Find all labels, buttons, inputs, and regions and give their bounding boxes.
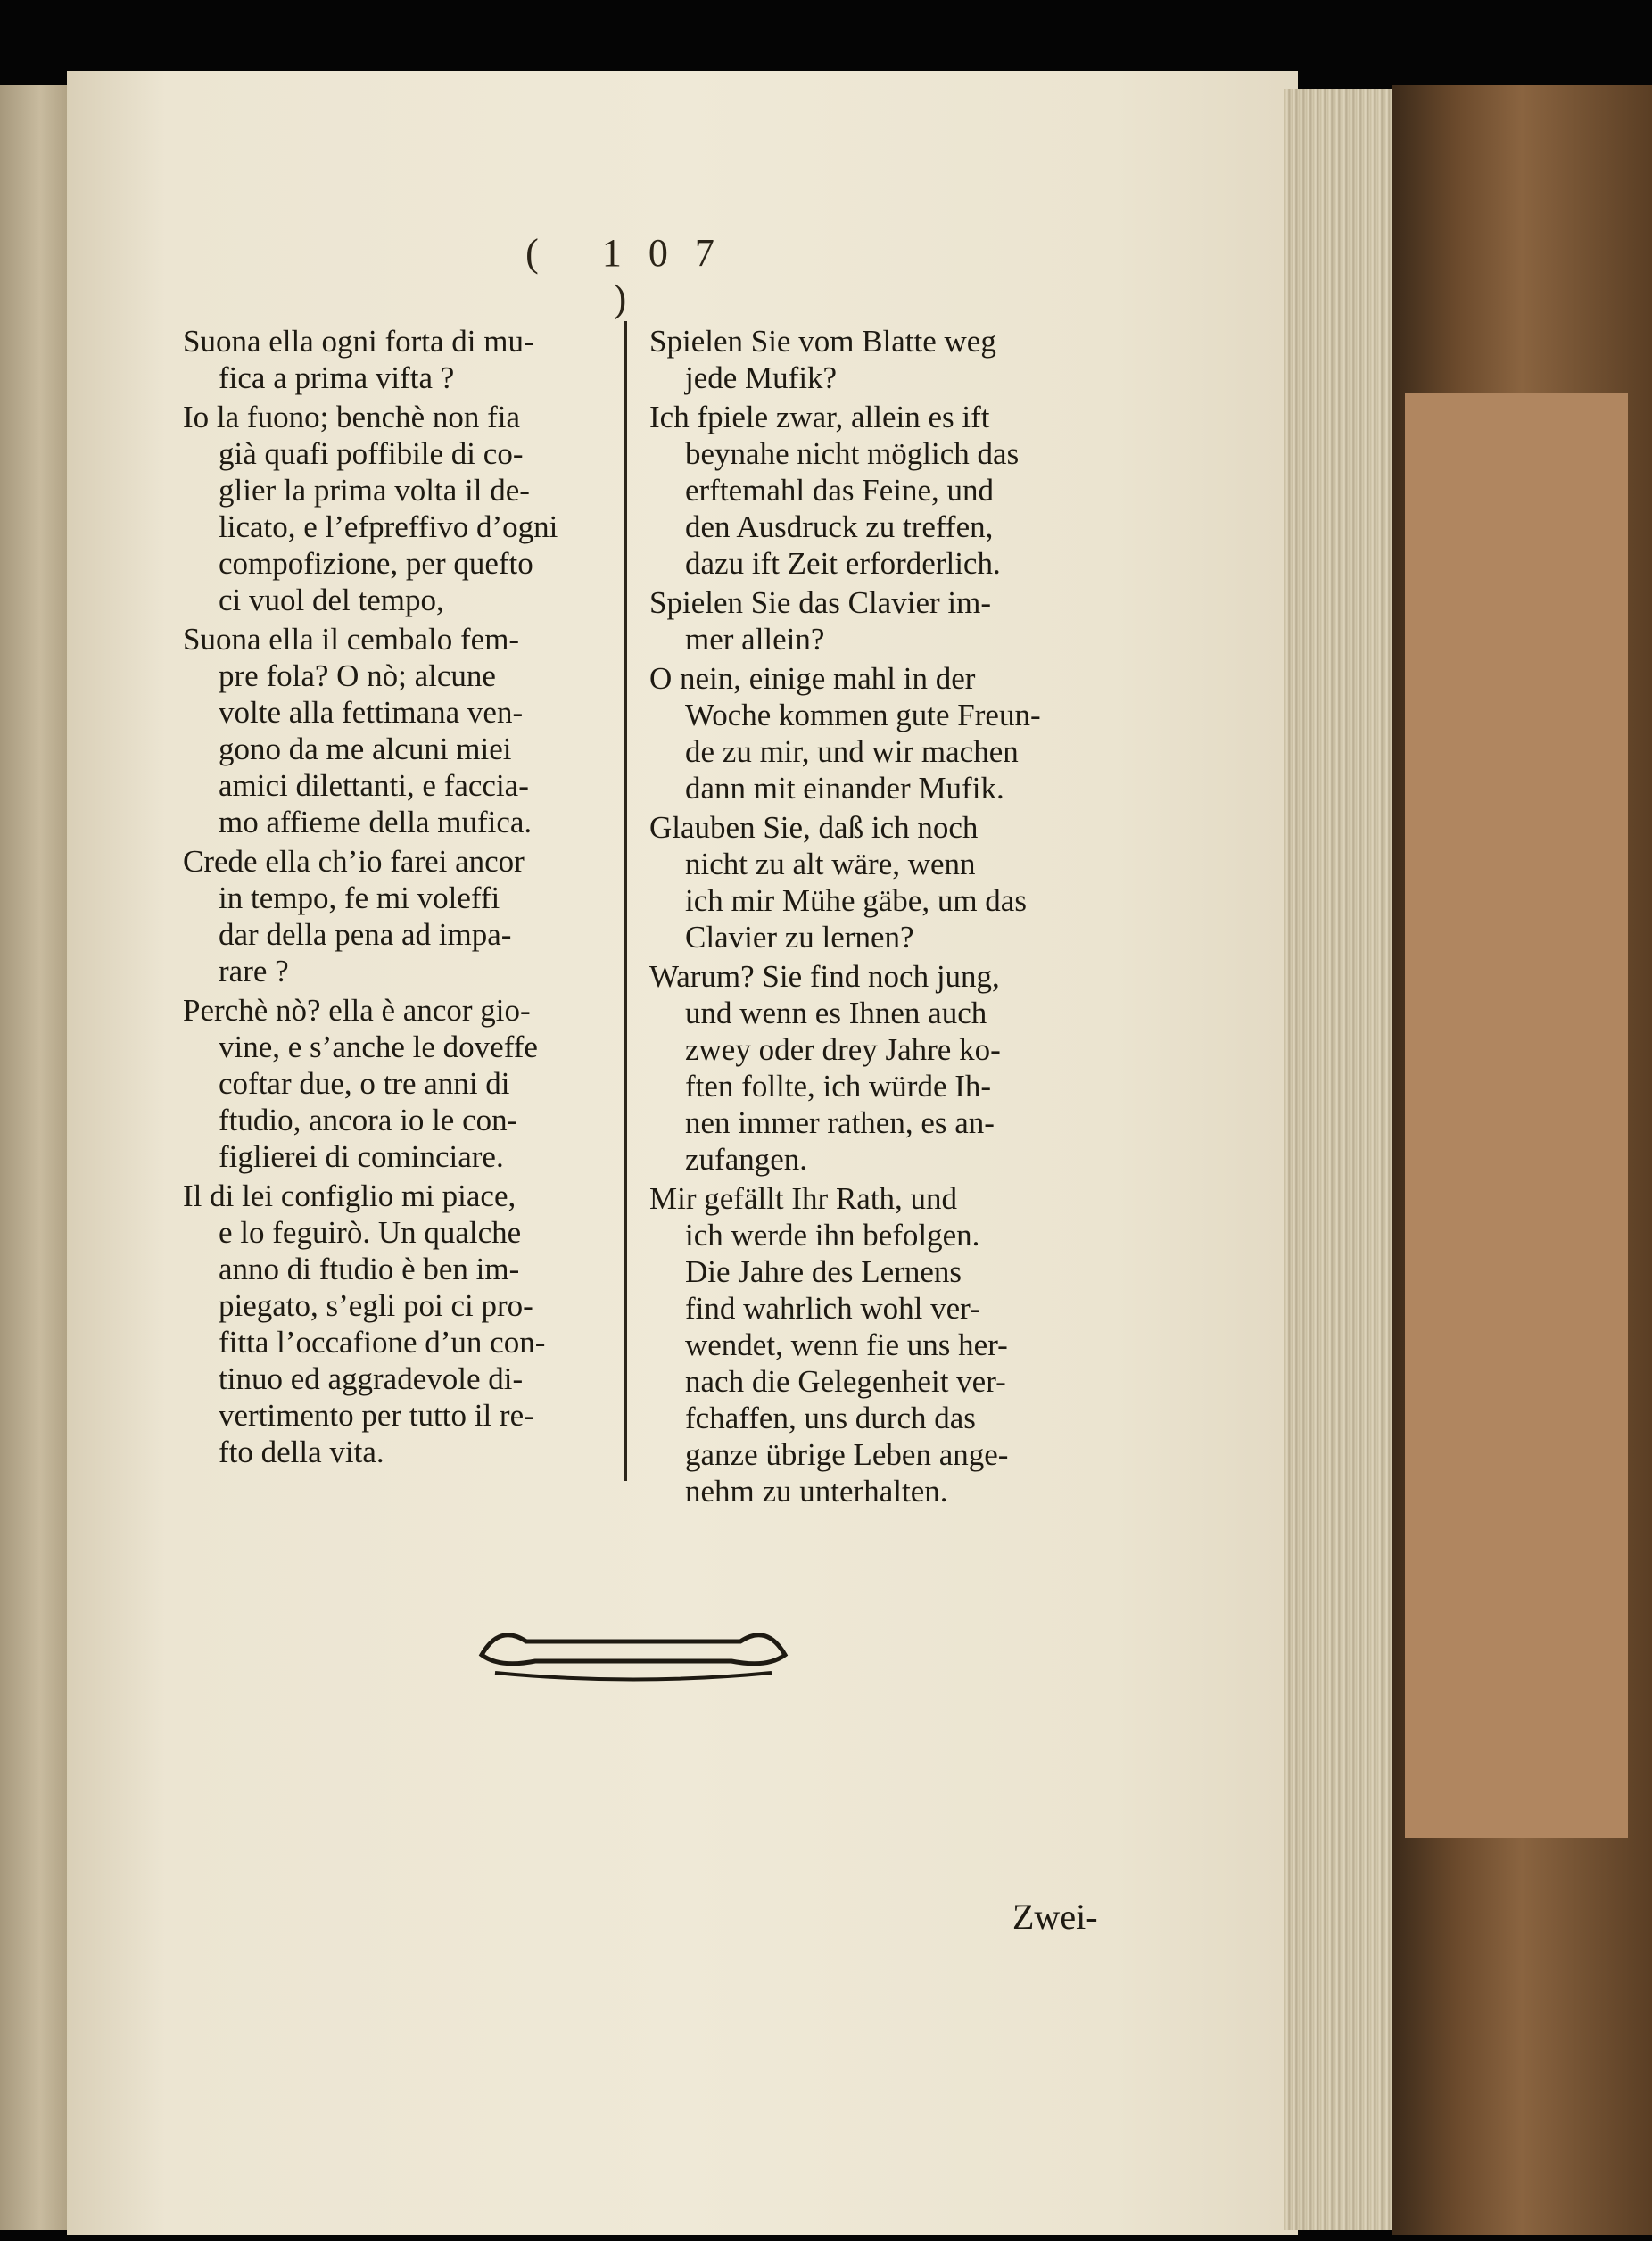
catchword: Zwei- bbox=[1012, 1897, 1098, 1937]
german-line: zufangen. bbox=[685, 1142, 808, 1177]
german-line: beynahe nicht möglich das bbox=[685, 436, 1020, 471]
german-line: ich mir Mühe gäbe, um das bbox=[685, 883, 1027, 918]
german-paragraph bbox=[649, 584, 1086, 657]
german-line: und wenn es Ihnen auch bbox=[685, 996, 987, 1030]
italian-paragraph bbox=[183, 992, 611, 1175]
german-line: fchaffen, uns durch das bbox=[685, 1401, 976, 1435]
italian-line: coftar due, o tre anni di bbox=[219, 1066, 510, 1101]
german-line: ganze übrige Leben ange- bbox=[685, 1437, 1009, 1472]
italian-line: amici dilettanti, e faccia- bbox=[219, 768, 529, 803]
italian-line: fitta l’occafione d’un con- bbox=[219, 1325, 546, 1360]
german-line: Spielen Sie vom Blatte weg bbox=[649, 324, 996, 359]
italian-line: Suona ella il cembalo fem- bbox=[183, 622, 520, 657]
italian-line: Suona ella ogni forta di mu- bbox=[183, 324, 534, 359]
german-paragraph bbox=[649, 323, 1086, 396]
italian-line: Crede ella ch’io farei ancor bbox=[183, 844, 525, 879]
german-line: Die Jahre des Lernens bbox=[685, 1254, 962, 1289]
german-line: Glauben Sie, daß ich noch bbox=[649, 810, 979, 845]
page-number: ( 107 ) bbox=[525, 231, 741, 320]
italian-line: glier la prima volta il de- bbox=[219, 473, 530, 508]
italian-paragraph bbox=[183, 323, 611, 396]
german-line: nach die Gelegenheit ver- bbox=[685, 1364, 1006, 1399]
italian-line: vine, e s’anche le doveffe bbox=[219, 1030, 538, 1064]
italian-line: rare ? bbox=[219, 954, 289, 988]
italian-paragraph bbox=[183, 1178, 611, 1470]
italian-line: pre fola? O nò; alcune bbox=[219, 658, 496, 693]
italian-line: in tempo, fe mi voleffi bbox=[219, 881, 500, 915]
german-line: Warum? Sie find noch jung, bbox=[649, 959, 1000, 994]
german-line: jede Mufik? bbox=[685, 360, 838, 395]
german-line: de zu mir, und wir machen bbox=[685, 734, 1019, 769]
italian-line: figlierei di cominciare. bbox=[219, 1139, 504, 1174]
italian-line: volte alla fettimana ven- bbox=[219, 695, 524, 730]
italian-line: fica a prima vifta ? bbox=[219, 360, 455, 395]
german-line: ften follte, ich würde Ih- bbox=[685, 1069, 992, 1104]
german-line: mer allein? bbox=[685, 622, 825, 657]
italian-line: già quafi poffibile di co- bbox=[219, 436, 524, 471]
german-line: Clavier zu lernen? bbox=[685, 920, 914, 955]
german-column bbox=[649, 323, 1086, 1512]
italian-line: mo affieme della mufica. bbox=[219, 805, 533, 839]
italian-line: Perchè nò? ella è ancor gio- bbox=[183, 993, 531, 1028]
facing-page-edge bbox=[0, 85, 67, 2230]
italian-line: gono da me alcuni miei bbox=[219, 732, 512, 766]
italian-line: Io la fuono; benchè non fia bbox=[183, 400, 521, 434]
italian-line: anno di ftudio è ben im- bbox=[219, 1252, 520, 1286]
german-line: find wahrlich wohl ver- bbox=[685, 1291, 980, 1326]
german-line: Spielen Sie das Clavier im- bbox=[649, 585, 991, 620]
italian-paragraph bbox=[183, 621, 611, 840]
italian-line: licato, e l’efpreffivo d’ogni bbox=[219, 509, 558, 544]
german-line: dann mit einander Mufik. bbox=[685, 771, 1004, 806]
german-line: Mir gefällt Ihr Rath, und bbox=[649, 1181, 958, 1216]
italian-line: vertimento per tutto il re- bbox=[219, 1398, 534, 1433]
italian-paragraph bbox=[183, 843, 611, 989]
italian-line: ci vuol del tempo, bbox=[219, 583, 444, 617]
end-ornament bbox=[464, 1606, 803, 1686]
italian-line: ftudio, ancora io le con- bbox=[219, 1103, 518, 1137]
german-line: Woche kommen gute Freun- bbox=[685, 698, 1041, 732]
german-paragraph bbox=[649, 1180, 1086, 1509]
german-line: erftemahl das Feine, und bbox=[685, 473, 995, 508]
column-divider bbox=[624, 321, 627, 1481]
german-line: nen immer rathen, es an- bbox=[685, 1105, 995, 1140]
italian-line: piegato, s’egli poi ci pro- bbox=[219, 1288, 533, 1323]
german-line: Ich fpiele zwar, allein es ift bbox=[649, 400, 990, 434]
german-line: zwey oder drey Jahre ko- bbox=[685, 1032, 1001, 1067]
italian-line: compofizione, per quefto bbox=[219, 546, 533, 581]
german-line: ich werde ihn befolgen. bbox=[685, 1218, 980, 1253]
german-line: dazu ift Zeit erforderlich. bbox=[685, 546, 1001, 581]
german-paragraph bbox=[649, 958, 1086, 1178]
italian-line: e lo feguirò. Un qualche bbox=[219, 1215, 522, 1250]
german-line: nicht zu alt wäre, wenn bbox=[685, 847, 976, 881]
page-edges bbox=[1284, 89, 1392, 2230]
italian-line: dar della pena ad impa- bbox=[219, 917, 512, 952]
italian-paragraph bbox=[183, 399, 611, 618]
german-paragraph bbox=[649, 399, 1086, 582]
german-line: wendet, wenn fie uns her- bbox=[685, 1327, 1008, 1362]
italian-line: tinuo ed aggradevole di- bbox=[219, 1361, 524, 1396]
german-line: nehm zu unterhalten. bbox=[685, 1474, 948, 1509]
german-paragraph bbox=[649, 660, 1086, 806]
german-paragraph bbox=[649, 809, 1086, 955]
italian-column bbox=[183, 323, 611, 1473]
german-line: den Ausdruck zu treffen, bbox=[685, 509, 994, 544]
book-cover-panel bbox=[1405, 393, 1628, 1838]
italian-line: fto della vita. bbox=[219, 1435, 384, 1469]
german-line: O nein, einige mahl in der bbox=[649, 661, 976, 696]
italian-line: Il di lei configlio mi piace, bbox=[183, 1178, 516, 1213]
